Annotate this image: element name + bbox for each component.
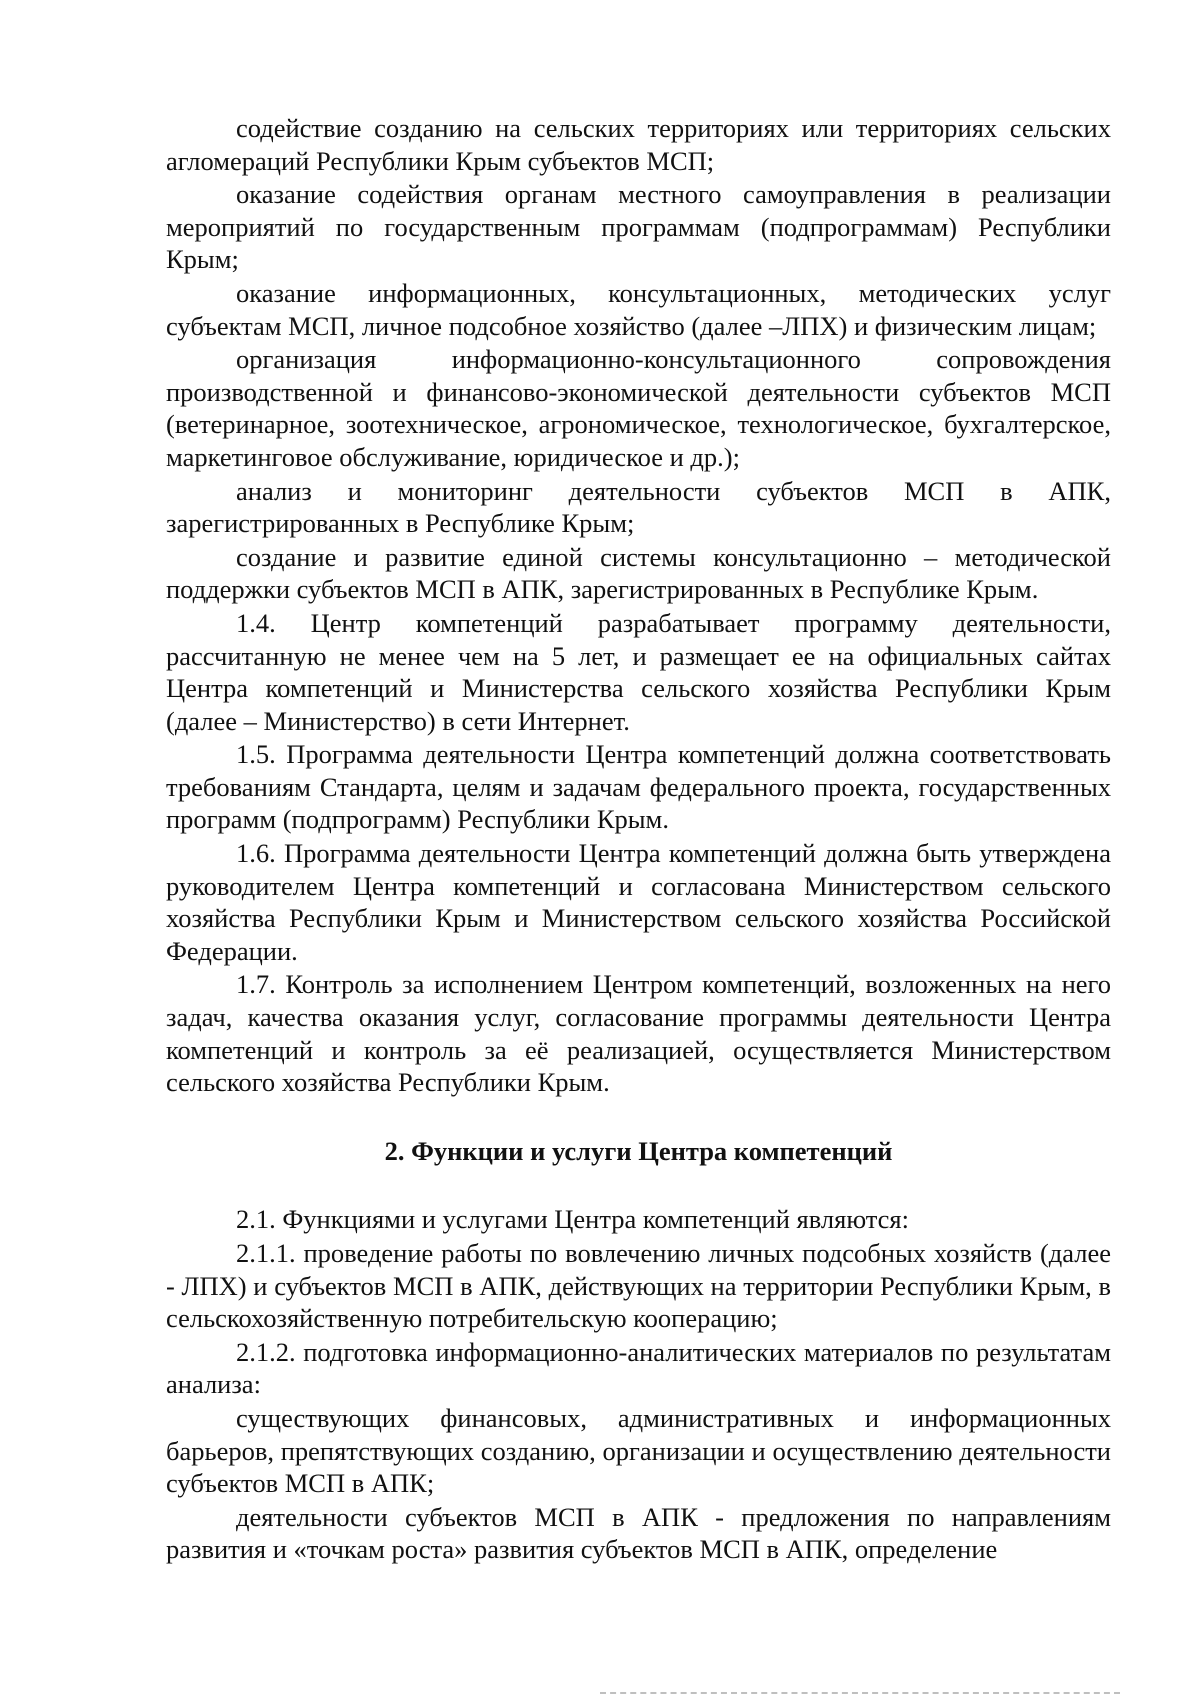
paragraph-1-7: 1.7. Контроль за исполнением Центром компетенций, возложенных на него задач, качества оказания услуг, согласование программы деятельности Центра компетенций и контроль за её реализацией, осуществляется Министерством сельского хозяйства Республики Крым. — [166, 969, 1111, 1098]
paragraph-1-5: 1.5. Программа деятельности Центра компетенций должна соответствовать требованиям Стандарта, целям и задачам федерального проекта, государственных программ (подпрограмм) Республики Крым. — [166, 739, 1111, 835]
paragraph-rural-territories: содействие созданию на сельских территориях или территориях сельских агломераций Республики Крым субъектов МСП; — [166, 113, 1111, 176]
paragraph-barriers: существующих финансовых, административных и информационных барьеров, препятствующих созданию, организации и осуществлению деятельности субъектов МСП в АПК; — [166, 1402, 1111, 1499]
paragraph-consulting-support: организация информационно-консультационного сопровождения производственной и финансово-экономической деятельности субъектов МСП (ветеринарное, зоотехническое, агрономическое, технологическое, бухгалтерское, маркетинговое обслуживание, юридическое и др.); — [166, 344, 1111, 472]
paragraph-1-6: 1.6. Программа деятельности Центра компетенций должна быть утверждена руководителем Центра компетенций и согласована Министерством сельского хозяйства Республики Крым и Министерством сельского хозяйства Российской Федерации. — [166, 838, 1111, 966]
paragraph-monitoring: анализ и мониторинг деятельности субъектов МСП в АПК, зарегистрированных в Республике Крым; — [166, 475, 1111, 539]
paragraph-local-government-support: оказание содействия органам местного самоуправления в реализации мероприятий по государственным программам (подпрограммам) Республики Крым; — [166, 179, 1111, 275]
paragraph-growth-points: деятельности субъектов МСП в АПК - предложения по направлениям развития и «точкам роста» развития субъектов МСП в АПК, определение — [166, 1501, 1111, 1565]
paragraph-2-1: 2.1. Функциями и услугами Центра компетенций являются: — [236, 1204, 909, 1235]
paragraph-1-4: 1.4. Центр компетенций разрабатывает программу деятельности, рассчитанную не менее чем на 5 лет, и размещает ее на официальных сайтах Центра компетенций и Министерства сельского хозяйства Республики Крым (далее – Министерство) в сети Интернет. — [166, 607, 1111, 736]
section-heading: 2. Функции и услуги Центра компетенций — [384, 1135, 893, 1166]
document-body — [166, 112, 1111, 1566]
paragraph-information-services: оказание информационных, консультационных, методических услуг субъектам МСП, личное подсобное хозяйство (далее –ЛПХ) и физическим лицам; — [166, 277, 1111, 341]
paragraph-unified-system: создание и развитие единой системы консультационно – методической поддержки субъектов МСП в АПК, зарегистрированных в Республике Крым. — [166, 541, 1111, 605]
scan-edge-line — [600, 1692, 1120, 1698]
paragraph-2-1-1: 2.1.1. проведение работы по вовлечению личных подсобных хозяйств (далее - ЛПХ) и субъектов МСП в АПК, действующих на территории Республики Крым, в сельскохозяйственную потребительскую кооперацию; — [166, 1238, 1111, 1334]
paragraph-2-1-2: 2.1.2. подготовка информационно-аналитических материалов по результатам анализа: — [166, 1336, 1111, 1400]
